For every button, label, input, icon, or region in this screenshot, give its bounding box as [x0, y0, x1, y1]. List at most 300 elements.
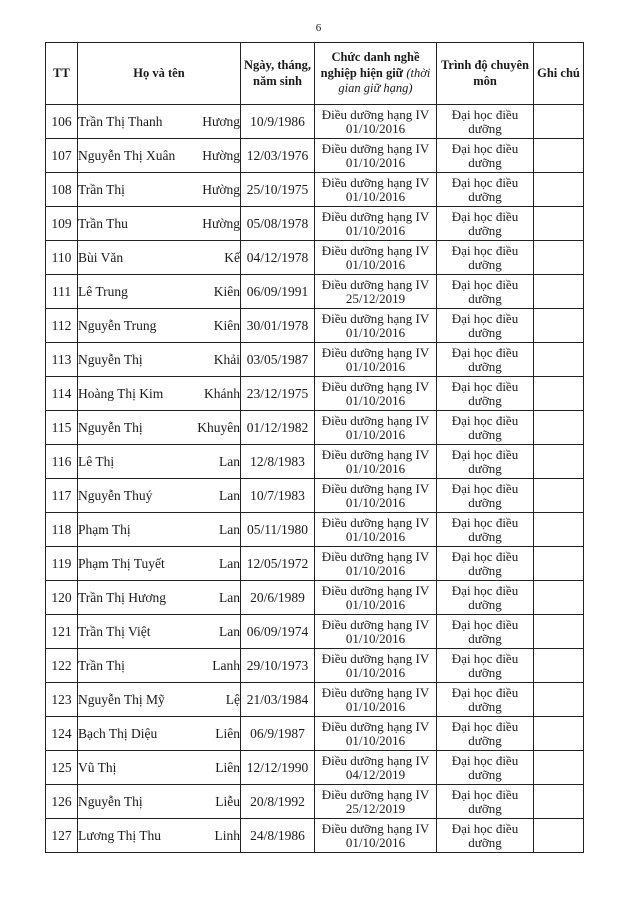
title-date: 01/10/2016 [345, 222, 406, 238]
name-cell [78, 343, 241, 377]
education-line1: Đại học điều [451, 106, 519, 122]
professional-title: Điều dưỡng hạng IV [321, 752, 430, 768]
professional-title: Điều dưỡng hạng IV [321, 344, 430, 360]
education-line1: Đại học điều [451, 412, 519, 428]
name-cell [78, 377, 241, 411]
header-dob [241, 43, 315, 105]
title-date: 04/12/2019 [345, 766, 406, 782]
surname-middle: Vũ Thị [78, 759, 117, 775]
title-date: 01/10/2016 [345, 834, 406, 850]
given-name: Liễu [215, 793, 240, 809]
table-row [46, 411, 584, 445]
surname-middle: Nguyễn Thị Xuân [78, 147, 176, 163]
education-cell [437, 751, 534, 785]
table-row [46, 445, 584, 479]
professional-title-cell [315, 819, 437, 853]
name-cell [78, 241, 241, 275]
education-line1: Đại học điều [451, 310, 519, 326]
professional-title-cell [315, 207, 437, 241]
date-of-birth: 12/03/1976 [241, 139, 315, 173]
table-row [46, 241, 584, 275]
professional-title: Điều dưỡng hạng IV [321, 378, 430, 394]
given-name: Lan [219, 453, 240, 469]
name-cell [78, 513, 241, 547]
row-number: 119 [46, 547, 78, 581]
row-number: 111 [46, 275, 78, 309]
education-line2: dưỡng [468, 528, 502, 544]
professional-title-cell [315, 683, 437, 717]
professional-title-cell [315, 717, 437, 751]
row-number: 118 [46, 513, 78, 547]
professional-title-cell [315, 377, 437, 411]
education-line1: Đại học điều [451, 616, 519, 632]
name-cell [78, 275, 241, 309]
professional-title: Điều dưỡng hạng IV [321, 616, 430, 632]
education-line2: dưỡng [468, 290, 502, 306]
professional-title: Điều dưỡng hạng IV [321, 786, 430, 802]
table-row [46, 513, 584, 547]
professional-title-cell [315, 649, 437, 683]
header-dob-line1: Ngày, tháng, [243, 57, 312, 72]
table-row [46, 649, 584, 683]
education-cell [437, 785, 534, 819]
given-name: Hường [202, 215, 240, 231]
row-number: 126 [46, 785, 78, 819]
given-name: Kế [224, 249, 240, 265]
title-date: 01/10/2016 [345, 664, 406, 680]
education-line2: dưỡng [468, 732, 502, 748]
name-cell [78, 751, 241, 785]
given-name: Kiên [213, 283, 240, 299]
given-name: Lan [219, 589, 240, 605]
note-cell [534, 819, 584, 853]
header-title-line2: nghiệp hiện giữ [320, 65, 404, 80]
professional-title: Điều dưỡng hạng IV [321, 684, 430, 700]
date-of-birth: 05/11/1980 [241, 513, 315, 547]
professional-title: Điều dưỡng hạng IV [321, 718, 430, 734]
professional-title: Điều dưỡng hạng IV [321, 446, 430, 462]
education-line2: dưỡng [468, 154, 502, 170]
page-number: 6 [315, 22, 322, 34]
date-of-birth: 12/05/1972 [241, 547, 315, 581]
title-date: 01/10/2016 [345, 630, 406, 646]
professional-title-cell [315, 173, 437, 207]
given-name: Lanh [212, 657, 240, 673]
education-cell [437, 819, 534, 853]
education-line2: dưỡng [468, 596, 502, 612]
table-row [46, 581, 584, 615]
surname-middle: Bùi Văn [78, 249, 124, 265]
note-cell [534, 649, 584, 683]
date-of-birth: 05/08/1978 [241, 207, 315, 241]
education-cell [437, 581, 534, 615]
title-date: 25/12/2019 [345, 800, 406, 816]
header-title-note-a: (thời [406, 65, 431, 80]
name-cell [78, 581, 241, 615]
row-number: 108 [46, 173, 78, 207]
date-of-birth: 01/12/1982 [241, 411, 315, 445]
professional-title: Điều dưỡng hạng IV [321, 140, 430, 156]
row-number: 117 [46, 479, 78, 513]
education-line2: dưỡng [468, 222, 502, 238]
date-of-birth: 30/01/1978 [241, 309, 315, 343]
education-line2: dưỡng [468, 494, 502, 510]
date-of-birth: 10/7/1983 [241, 479, 315, 513]
education-cell [437, 275, 534, 309]
professional-title: Điều dưỡng hạng IV [321, 582, 430, 598]
name-cell [78, 105, 241, 139]
header-tt: TT [46, 43, 78, 105]
education-line1: Đại học điều [451, 582, 519, 598]
education-line2: dưỡng [468, 562, 502, 578]
table-row [46, 343, 584, 377]
note-cell [534, 581, 584, 615]
professional-title-cell [315, 513, 437, 547]
given-name: Hường [202, 147, 240, 163]
education-line2: dưỡng [468, 766, 502, 782]
education-line2: dưỡng [468, 460, 502, 476]
education-line1: Đại học điều [451, 752, 519, 768]
row-number: 124 [46, 717, 78, 751]
education-cell [437, 173, 534, 207]
table-row [46, 615, 584, 649]
education-line1: Đại học điều [451, 684, 519, 700]
surname-middle: Nguyễn Thị Mỹ [78, 691, 165, 707]
education-line1: Đại học điều [451, 344, 519, 360]
surname-middle: Lương Thị Thu [78, 827, 161, 843]
education-line1: Đại học điều [451, 650, 519, 666]
row-number: 123 [46, 683, 78, 717]
table-row [46, 173, 584, 207]
surname-middle: Phạm Thị [78, 521, 131, 537]
professional-title-cell [315, 615, 437, 649]
note-cell [534, 513, 584, 547]
education-line2: dưỡng [468, 426, 502, 442]
given-name: Liên [215, 725, 240, 741]
note-cell [534, 207, 584, 241]
title-date: 01/10/2016 [345, 698, 406, 714]
note-cell [534, 139, 584, 173]
date-of-birth: 21/03/1984 [241, 683, 315, 717]
row-number: 115 [46, 411, 78, 445]
given-name: Kiên [213, 317, 240, 333]
title-date: 01/10/2016 [345, 120, 406, 136]
surname-middle: Hoàng Thị Kim [78, 385, 164, 401]
professional-title-cell [315, 445, 437, 479]
professional-title: Điều dưỡng hạng IV [321, 820, 430, 836]
education-line2: dưỡng [468, 358, 502, 374]
education-line1: Đại học điều [451, 548, 519, 564]
table-row [46, 785, 584, 819]
professional-title: Điều dưỡng hạng IV [321, 276, 430, 292]
row-number: 122 [46, 649, 78, 683]
education-cell [437, 105, 534, 139]
title-date: 01/10/2016 [345, 494, 406, 510]
row-number: 113 [46, 343, 78, 377]
education-line1: Đại học điều [451, 208, 519, 224]
date-of-birth: 06/09/1991 [241, 275, 315, 309]
table-body [46, 105, 584, 853]
date-of-birth: 24/8/1986 [241, 819, 315, 853]
professional-title: Điều dưỡng hạng IV [321, 242, 430, 258]
row-number: 127 [46, 819, 78, 853]
name-cell [78, 139, 241, 173]
professional-title-cell [315, 751, 437, 785]
education-cell [437, 615, 534, 649]
table-row [46, 105, 584, 139]
education-line2: dưỡng [468, 630, 502, 646]
given-name: Hường [202, 181, 240, 197]
name-cell [78, 309, 241, 343]
note-cell [534, 683, 584, 717]
education-cell [437, 683, 534, 717]
surname-middle: Nguyễn Thị [78, 793, 143, 809]
surname-middle: Nguyễn Thuý [78, 487, 153, 503]
date-of-birth: 10/9/1986 [241, 105, 315, 139]
table-header-row [46, 43, 584, 105]
education-line1: Đại học điều [451, 446, 519, 462]
name-cell [78, 819, 241, 853]
title-date: 01/10/2016 [345, 256, 406, 272]
table-row [46, 309, 584, 343]
table-row [46, 207, 584, 241]
header-title-note-b: gian giữ hạng) [338, 81, 413, 96]
surname-middle: Trần Thị Thanh [78, 113, 163, 129]
professional-title: Điều dưỡng hạng IV [321, 412, 430, 428]
header-name: Họ và tên [78, 43, 241, 105]
name-cell [78, 547, 241, 581]
note-cell [534, 377, 584, 411]
header-dob-line2: năm sinh [253, 73, 302, 88]
name-cell [78, 411, 241, 445]
education-line1: Đại học điều [451, 242, 519, 258]
education-cell [437, 377, 534, 411]
education-line1: Đại học điều [451, 140, 519, 156]
surname-middle: Lê Thị [78, 453, 115, 469]
title-date: 01/10/2016 [345, 392, 406, 408]
note-cell [534, 547, 584, 581]
professional-title-cell [315, 309, 437, 343]
education-line1: Đại học điều [451, 480, 519, 496]
surname-middle: Bạch Thị Diệu [78, 725, 158, 741]
surname-middle: Trần Thị Việt [78, 623, 151, 639]
professional-title: Điều dưỡng hạng IV [321, 310, 430, 326]
education-cell [437, 513, 534, 547]
education-line1: Đại học điều [451, 820, 519, 836]
education-line2: dưỡng [468, 188, 502, 204]
row-number: 107 [46, 139, 78, 173]
title-date: 01/10/2016 [345, 324, 406, 340]
table-row [46, 275, 584, 309]
education-cell [437, 547, 534, 581]
name-cell [78, 683, 241, 717]
given-name: Khánh [204, 385, 240, 401]
surname-middle: Nguyễn Thị [78, 419, 143, 435]
education-line2: dưỡng [468, 392, 502, 408]
note-cell [534, 445, 584, 479]
given-name: Khuyên [197, 419, 240, 435]
name-cell [78, 479, 241, 513]
professional-title: Điều dưỡng hạng IV [321, 106, 430, 122]
surname-middle: Nguyễn Trung [78, 317, 157, 333]
row-number: 106 [46, 105, 78, 139]
note-cell [534, 615, 584, 649]
professional-title-cell [315, 785, 437, 819]
header-edu-line1: Trình độ chuyên [441, 57, 529, 72]
education-cell [437, 139, 534, 173]
table-row [46, 479, 584, 513]
education-cell [437, 411, 534, 445]
title-date: 01/10/2016 [345, 154, 406, 170]
row-number: 109 [46, 207, 78, 241]
note-cell [534, 241, 584, 275]
table-row [46, 377, 584, 411]
date-of-birth: 12/12/1990 [241, 751, 315, 785]
education-line2: dưỡng [468, 324, 502, 340]
given-name: Hương [202, 113, 240, 129]
education-line2: dưỡng [468, 120, 502, 136]
professional-title-cell [315, 139, 437, 173]
professional-title-cell [315, 547, 437, 581]
name-cell [78, 207, 241, 241]
table-row [46, 751, 584, 785]
given-name: Lan [219, 623, 240, 639]
professional-title: Điều dưỡng hạng IV [321, 650, 430, 666]
surname-middle: Trần Thị [78, 657, 125, 673]
date-of-birth: 25/10/1975 [241, 173, 315, 207]
education-cell [437, 649, 534, 683]
surname-middle: Trần Thu [78, 215, 128, 231]
note-cell [534, 751, 584, 785]
given-name: Khải [213, 351, 240, 367]
note-cell [534, 479, 584, 513]
date-of-birth: 20/6/1989 [241, 581, 315, 615]
title-date: 01/10/2016 [345, 426, 406, 442]
professional-title-cell [315, 581, 437, 615]
date-of-birth: 06/9/1987 [241, 717, 315, 751]
title-date: 01/10/2016 [345, 460, 406, 476]
education-cell [437, 309, 534, 343]
note-cell [534, 785, 584, 819]
professional-title-cell [315, 275, 437, 309]
note-cell [534, 343, 584, 377]
date-of-birth: 23/12/1975 [241, 377, 315, 411]
education-line1: Đại học điều [451, 378, 519, 394]
education-cell [437, 717, 534, 751]
row-number: 114 [46, 377, 78, 411]
title-date: 01/10/2016 [345, 188, 406, 204]
name-cell [78, 445, 241, 479]
date-of-birth: 04/12/1978 [241, 241, 315, 275]
title-date: 01/10/2016 [345, 562, 406, 578]
education-line1: Đại học điều [451, 276, 519, 292]
given-name: Lan [219, 487, 240, 503]
row-number: 125 [46, 751, 78, 785]
note-cell [534, 275, 584, 309]
header-title-line1: Chức danh nghề [331, 50, 420, 65]
education-cell [437, 445, 534, 479]
education-line1: Đại học điều [451, 514, 519, 530]
name-cell [78, 785, 241, 819]
professional-title: Điều dưỡng hạng IV [321, 480, 430, 496]
surname-middle: Phạm Thị Tuyết [78, 555, 165, 571]
given-name: Liên [215, 759, 240, 775]
note-cell [534, 717, 584, 751]
education-line2: dưỡng [468, 800, 502, 816]
title-date: 01/10/2016 [345, 528, 406, 544]
education-line1: Đại học điều [451, 718, 519, 734]
name-cell [78, 615, 241, 649]
note-cell [534, 411, 584, 445]
staff-table [45, 42, 584, 853]
surname-middle: Trần Thị Hương [78, 589, 166, 605]
date-of-birth: 12/8/1983 [241, 445, 315, 479]
professional-title-cell [315, 105, 437, 139]
title-date: 25/12/2019 [345, 290, 406, 306]
surname-middle: Trần Thị [78, 181, 125, 197]
professional-title: Điều dưỡng hạng IV [321, 208, 430, 224]
education-line2: dưỡng [468, 834, 502, 850]
table-row [46, 139, 584, 173]
table-row [46, 819, 584, 853]
header-title [315, 43, 437, 105]
note-cell [534, 105, 584, 139]
education-cell [437, 343, 534, 377]
education-cell [437, 241, 534, 275]
date-of-birth: 06/09/1974 [241, 615, 315, 649]
name-cell [78, 173, 241, 207]
row-number: 112 [46, 309, 78, 343]
row-number: 116 [46, 445, 78, 479]
row-number: 121 [46, 615, 78, 649]
given-name: Lệ [225, 691, 240, 707]
table-row [46, 717, 584, 751]
given-name: Lan [219, 521, 240, 537]
education-line2: dưỡng [468, 664, 502, 680]
professional-title: Điều dưỡng hạng IV [321, 174, 430, 190]
note-cell [534, 309, 584, 343]
education-line2: dưỡng [468, 698, 502, 714]
surname-middle: Nguyễn Thị [78, 351, 143, 367]
surname-middle: Lê Trung [78, 283, 128, 299]
header-note: Ghi chú [534, 43, 584, 105]
row-number: 120 [46, 581, 78, 615]
date-of-birth: 20/8/1992 [241, 785, 315, 819]
row-number: 110 [46, 241, 78, 275]
education-line2: dưỡng [468, 256, 502, 272]
table-row [46, 547, 584, 581]
professional-title-cell [315, 479, 437, 513]
education-cell [437, 479, 534, 513]
title-date: 01/10/2016 [345, 596, 406, 612]
name-cell [78, 649, 241, 683]
professional-title: Điều dưỡng hạng IV [321, 548, 430, 564]
date-of-birth: 03/05/1987 [241, 343, 315, 377]
professional-title-cell [315, 241, 437, 275]
education-line1: Đại học điều [451, 174, 519, 190]
professional-title: Điều dưỡng hạng IV [321, 514, 430, 530]
given-name: Lan [219, 555, 240, 571]
table-row [46, 683, 584, 717]
title-date: 01/10/2016 [345, 732, 406, 748]
education-line1: Đại học điều [451, 786, 519, 802]
header-edu [437, 43, 534, 105]
header-edu-line2: môn [473, 73, 497, 88]
professional-title-cell [315, 411, 437, 445]
name-cell [78, 717, 241, 751]
education-cell [437, 207, 534, 241]
given-name: Linh [214, 827, 240, 843]
